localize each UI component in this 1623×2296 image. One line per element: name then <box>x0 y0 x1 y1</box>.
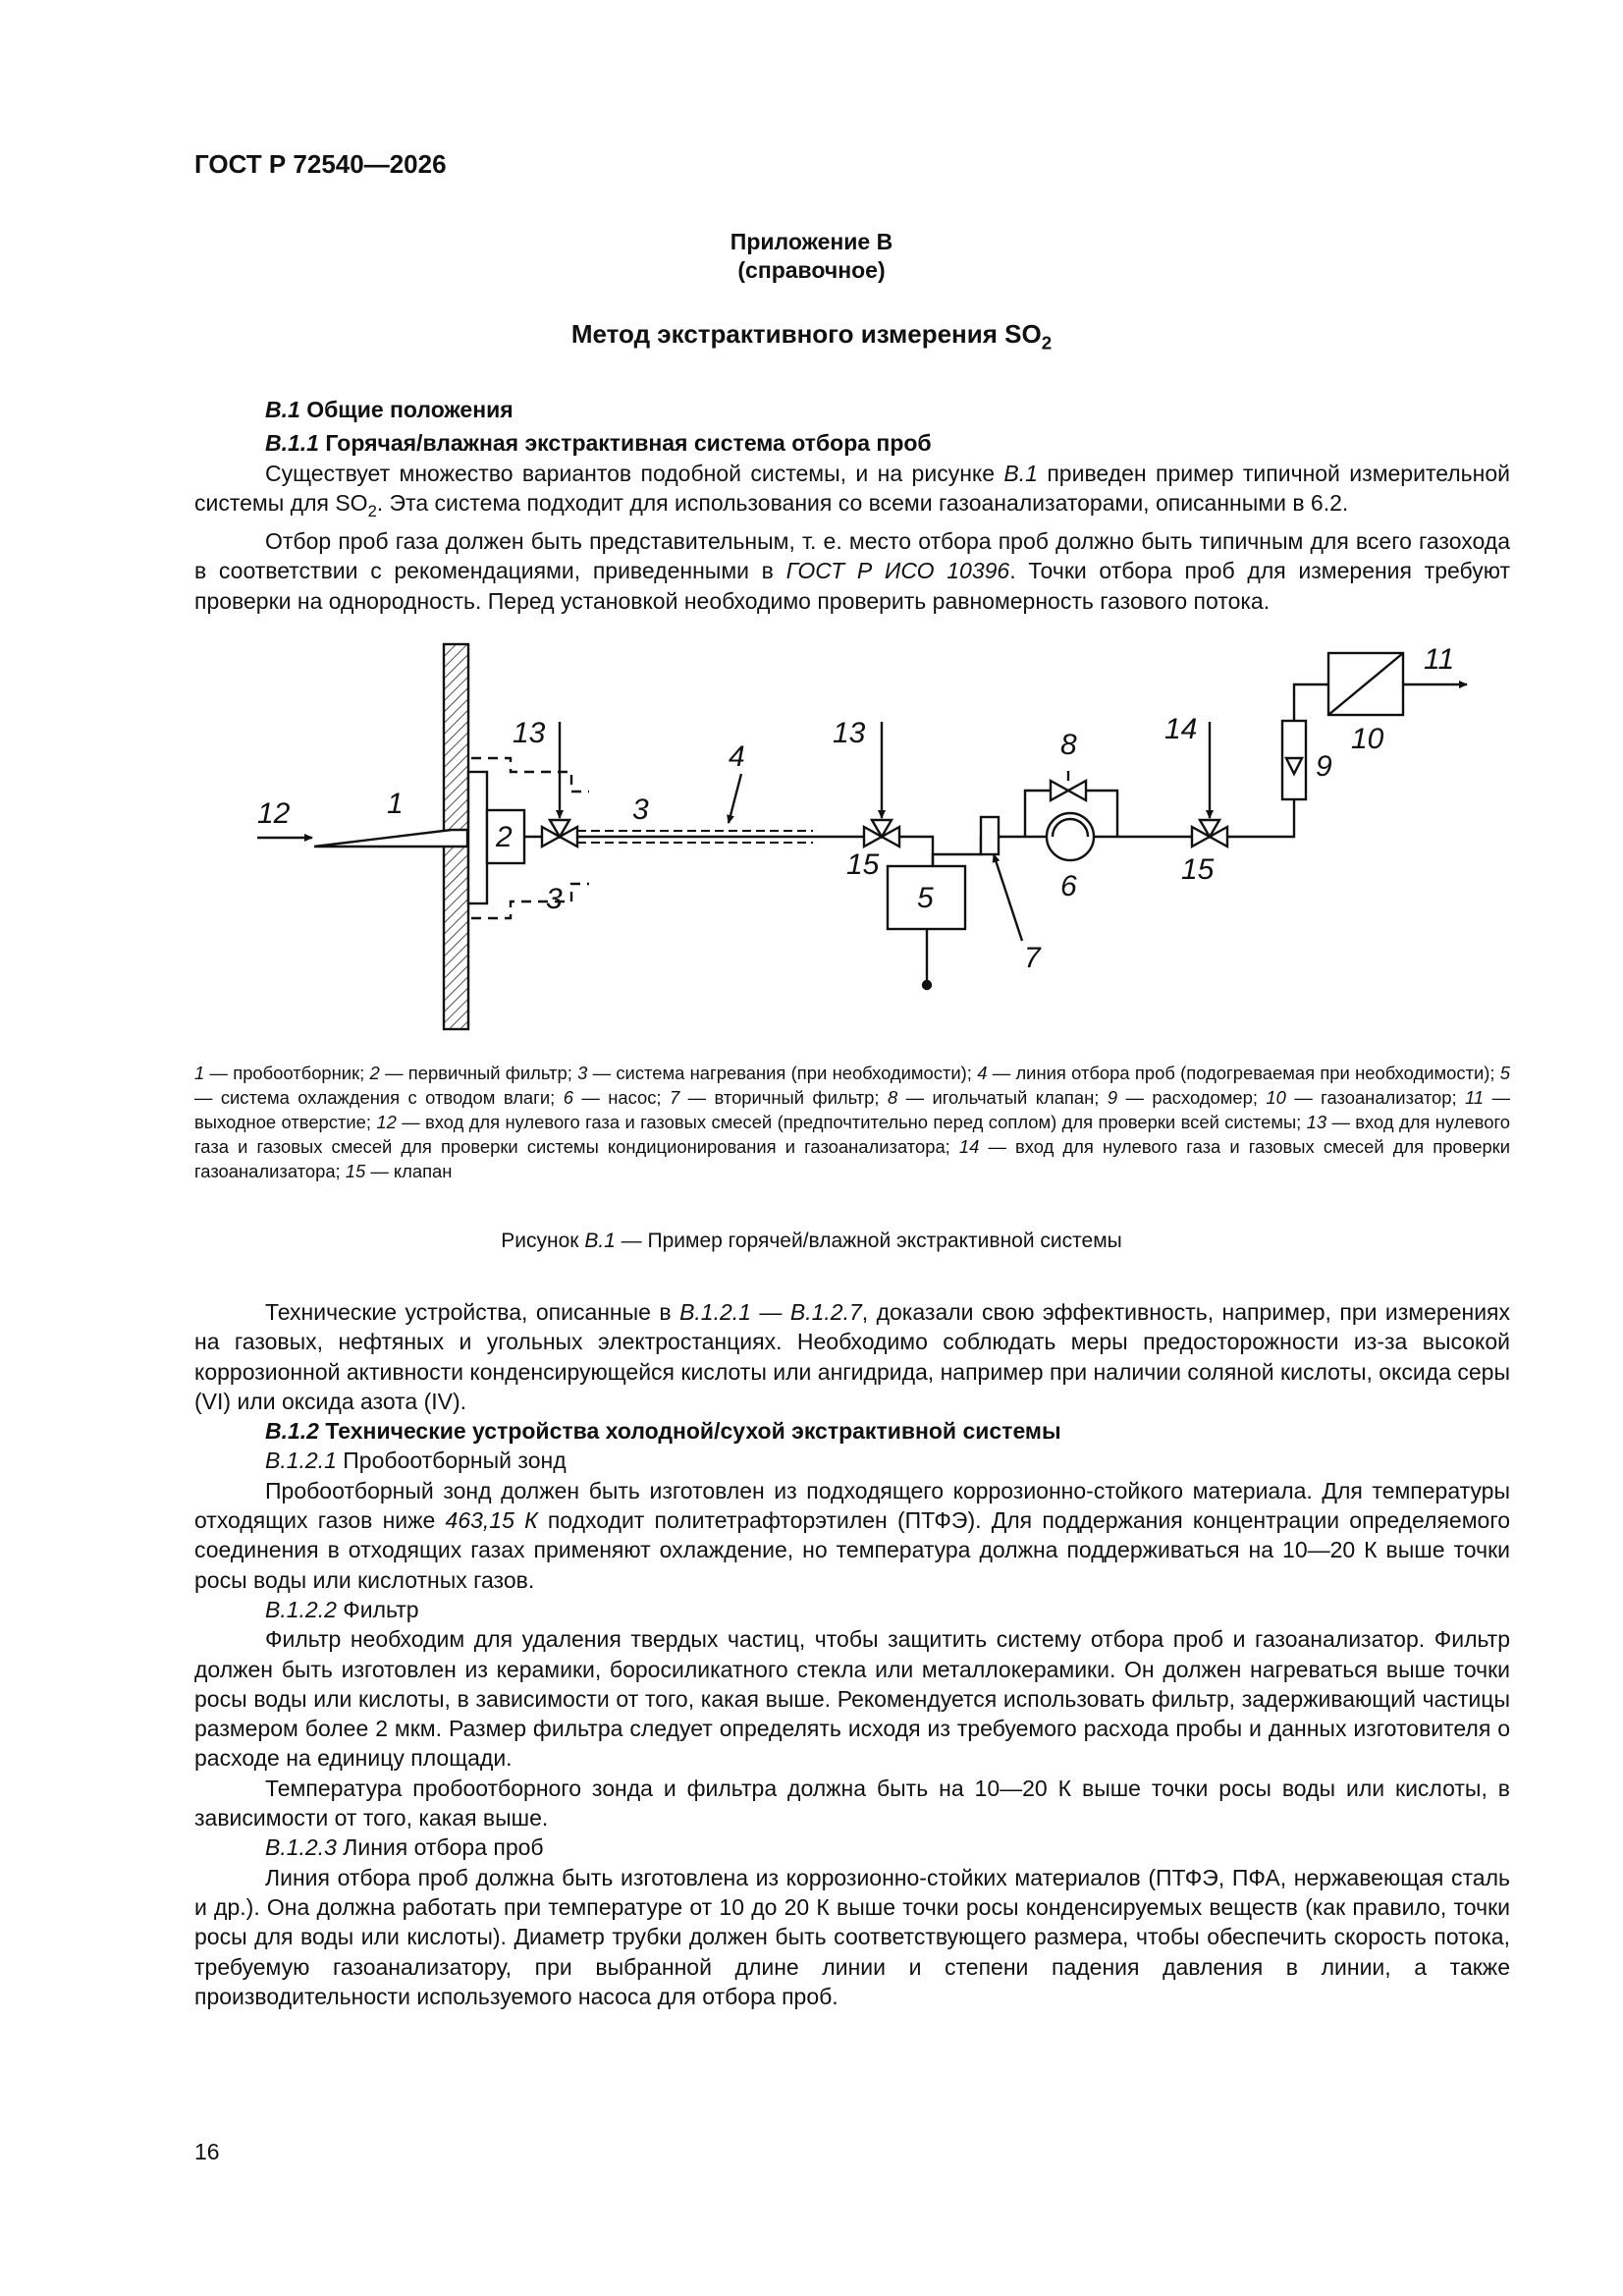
text-run: подходит политетрафторэтилен (ПТФЭ). Для поддержания концентрации определяемого соединения в отходящих газах применяют охлаждение, но температура должна поддерживаться на 10—20 К выше точки росы воды или кислотных газов. <box>194 1507 1510 1593</box>
heading-b123-title: Линия отбора проб <box>336 1834 544 1861</box>
page-number: 16 <box>194 2139 220 2164</box>
heading-b12-num: В.1.2 <box>265 1418 319 1445</box>
legend-number: 1 <box>194 1063 205 1083</box>
line-4-pointer <box>729 774 741 823</box>
legend-text: — первичный фильтр; <box>379 1063 578 1083</box>
legend-text: — вход для нулевого газа и газовых смесей для проверки системы кондиционирования и газоанализатора; <box>194 1112 1510 1157</box>
legend-text: — пробоотборник; <box>204 1063 370 1083</box>
text-run: приведен пример типичной измерительной системы для SO <box>194 460 1510 516</box>
legend-number: 15 <box>345 1161 366 1181</box>
heading-b122-title: Фильтр <box>336 1596 419 1622</box>
label-5: 5 <box>917 882 934 914</box>
needle-valve-8 <box>1051 781 1086 800</box>
label-9: 9 <box>1316 750 1332 783</box>
label-12: 12 <box>257 797 291 830</box>
legend-number: 14 <box>958 1136 980 1157</box>
standard-ref: ГОСТ Р ИСО 10396 <box>785 558 1010 584</box>
drain-point <box>923 981 931 989</box>
legend-number: 2 <box>369 1063 380 1083</box>
heading-b12-title: Технические устройства холодной/сухой экстрактивной системы <box>325 1418 1061 1445</box>
label-13a: 13 <box>513 717 546 749</box>
legend-text: — вторичный фильтр; <box>679 1087 888 1108</box>
heading-b11-title: Горячая/влажная экстрактивная система отбора проб <box>325 430 932 457</box>
text-run: Пробоотборный зонд должен быть изготовлен из подходящего коррозионно-стойкого материала. Для температуры отходящих газов ниже <box>194 1477 1510 1534</box>
legend-text: — система нагревания (при необходимости); <box>587 1063 978 1083</box>
text-run: . Точки отбора проб для измерения требуют проверки на однородность. Перед установкой необходимо проверить равномерность газового потока. <box>194 558 1510 614</box>
label-10: 10 <box>1351 723 1384 755</box>
legend-number: 4 <box>977 1063 988 1083</box>
secondary-filter-7 <box>981 817 999 854</box>
method-title-subscript: 2 <box>1041 332 1053 354</box>
paragraph-sampling-line: Линия отбора проб должна быть изготовлена из коррозионно-стойких материалов (ПТФЭ, ПФА, нержавеющая сталь и др.). Она должна работать при температуре от 10 до 20 К выше точки росы конденсируемых веществ (как правило, точки росы для воды или кислоты). Диаметр трубки должен быть соответствующего размера, чтобы обеспечить скорость потока, требуемую газоанализатору, при выбранной длине линии и степени падения давления в линии, а также производительности используемого насоса для отбора проб. <box>194 1864 1510 2009</box>
caption-number: В.1 <box>584 1230 616 1252</box>
label-3b: 3 <box>546 883 563 915</box>
label-7: 7 <box>1024 942 1041 974</box>
legend-number: 5 <box>1499 1063 1511 1083</box>
heading-b122-num: В.1.2.2 <box>265 1596 337 1622</box>
label-15a: 15 <box>846 848 880 881</box>
legend-text: — газоанализатор; <box>1285 1087 1466 1108</box>
figure-diagram <box>0 0 1623 1051</box>
text-run: , доказали свою эффективность, например, при измерениях на газовых, нефтяных и угольных электростанциях. Необходимо соблюдать меры предосторожности из-за высокой коррозионной активности конденсирующейся кислоты или ангидрида, например при наличии соляной кислоты, оксида серы (VI) или оксида азота (IV). <box>194 1299 1510 1414</box>
caption-prefix: Рисунок <box>501 1230 585 1252</box>
paragraph-filter-temp: Температура пробоотборного зонда и фильтра должна быть на 10—20 К выше точки росы воды или кислоты, в зависимости от того, какая выше. <box>194 1775 1510 1831</box>
figure-caption <box>0 1230 1623 1253</box>
probe-flange <box>468 772 487 903</box>
text-run: Отбор проб газа должен быть представительным, т. е. место отбора проб должно быть типичным для всего газохода в соответствии с рекомендациями, приведенными в <box>194 527 1510 584</box>
legend-number: 8 <box>887 1087 898 1108</box>
caption-text: — Пример горячей/влажной экстрактивной системы <box>615 1230 1122 1252</box>
heading-b121 <box>194 1446 1510 1475</box>
appendix-title-text: Приложение В <box>730 229 893 254</box>
legend-number: 10 <box>1266 1087 1286 1108</box>
section-ref: В.1.2.1 — В.1.2.7 <box>679 1299 862 1325</box>
heading-b1-title: Общие положения <box>306 397 514 422</box>
heading-b121-num: В.1.2.1 <box>265 1448 337 1474</box>
legend-number: 9 <box>1107 1087 1118 1108</box>
legend-text: — клапан <box>365 1161 453 1181</box>
label-4: 4 <box>729 740 745 773</box>
label-11: 11 <box>1424 643 1455 676</box>
paragraph-probe <box>194 1476 1510 1595</box>
method-title-text: Метод экстрактивного измерения SO <box>570 319 1042 349</box>
legend-number: 3 <box>577 1063 588 1083</box>
heading-b123-num: В.1.2.3 <box>265 1834 337 1861</box>
heading-b122 <box>194 1595 1510 1624</box>
filter-7-pointer <box>994 854 1022 941</box>
label-3a: 3 <box>632 793 649 826</box>
legend-text: — вход для нулевого газа и газовых смесей для проверки газоанализатора; <box>194 1136 1510 1181</box>
heading-b121-title: Пробоотборный зонд <box>336 1448 567 1474</box>
heading-b11-num: В.1.1 <box>265 430 319 457</box>
heading-b123 <box>194 1832 1510 1862</box>
legend-text: — насос; <box>572 1087 670 1108</box>
appendix-subtitle: (справочное) <box>737 257 886 283</box>
text-run: Технические устройства, описанные в <box>265 1299 680 1325</box>
section-b12 <box>194 1297 1510 2011</box>
probe-nozzle <box>314 830 467 847</box>
legend-number: 13 <box>1306 1112 1327 1132</box>
text-run: . Эта система подходит для использования со всеми газоанализаторами, описанными в 6.2. <box>376 489 1349 516</box>
heating-enclosure-top <box>471 758 589 792</box>
label-13b: 13 <box>833 717 866 749</box>
label-8: 8 <box>1060 729 1077 761</box>
legend-text: — выходное отверстие; <box>194 1087 1510 1132</box>
figure-legend <box>194 1061 1510 1183</box>
label-15b: 15 <box>1181 853 1215 886</box>
legend-text: — система охлаждения с отводом влаги; <box>194 1087 564 1108</box>
subscript: 2 <box>367 501 377 520</box>
label-14: 14 <box>1164 713 1198 745</box>
figure-legend-text <box>194 1061 1510 1183</box>
paragraph-filter: Фильтр необходим для удаления твердых частиц, чтобы защитить систему отбора проб и газоанализатор. Фильтр должен быть изготовлен из керамики, боросиликатного стекла или металлокерамики. Он должен нагреваться выше точки росы воды или кислоты, в зависимости от того, какая выше. Рекомендуется использовать фильтр, задерживающий частицы размером более 2 мкм. Размер фильтра следует определять исходя из требуемого расхода пробы и данных изготовителя о расходе на единицу площади. <box>194 1626 1510 1772</box>
heating-enclosure-bottom <box>471 884 589 918</box>
label-2: 2 <box>496 821 513 853</box>
legend-text: — вход для нулевого газа и газовых смесей (предпочтительно перед соплом) для проверки всей системы; <box>396 1112 1307 1132</box>
document-number: ГОСТ Р 72540—2026 <box>194 149 447 179</box>
legend-number: 6 <box>563 1087 573 1108</box>
text-run: Существует множество вариантов подобной системы, и на рисунке <box>265 460 1004 486</box>
label-1: 1 <box>387 788 404 820</box>
temperature-value: 463,15 К <box>445 1507 538 1534</box>
legend-text: — игольчатый клапан; <box>897 1087 1108 1108</box>
legend-number: 7 <box>669 1087 680 1108</box>
legend-number: 12 <box>376 1112 397 1132</box>
legend-number: 11 <box>1465 1087 1485 1108</box>
legend-text: — линия отбора проб (подогреваемая при необходимости); <box>987 1063 1500 1083</box>
figure-ref: В.1 <box>1003 460 1038 486</box>
legend-text: — расходомер; <box>1117 1087 1267 1108</box>
paragraph-devices <box>194 1297 1510 1416</box>
heading-b1-num: В.1 <box>265 397 300 422</box>
label-6: 6 <box>1060 870 1077 902</box>
heading-b12 <box>194 1416 1510 1446</box>
